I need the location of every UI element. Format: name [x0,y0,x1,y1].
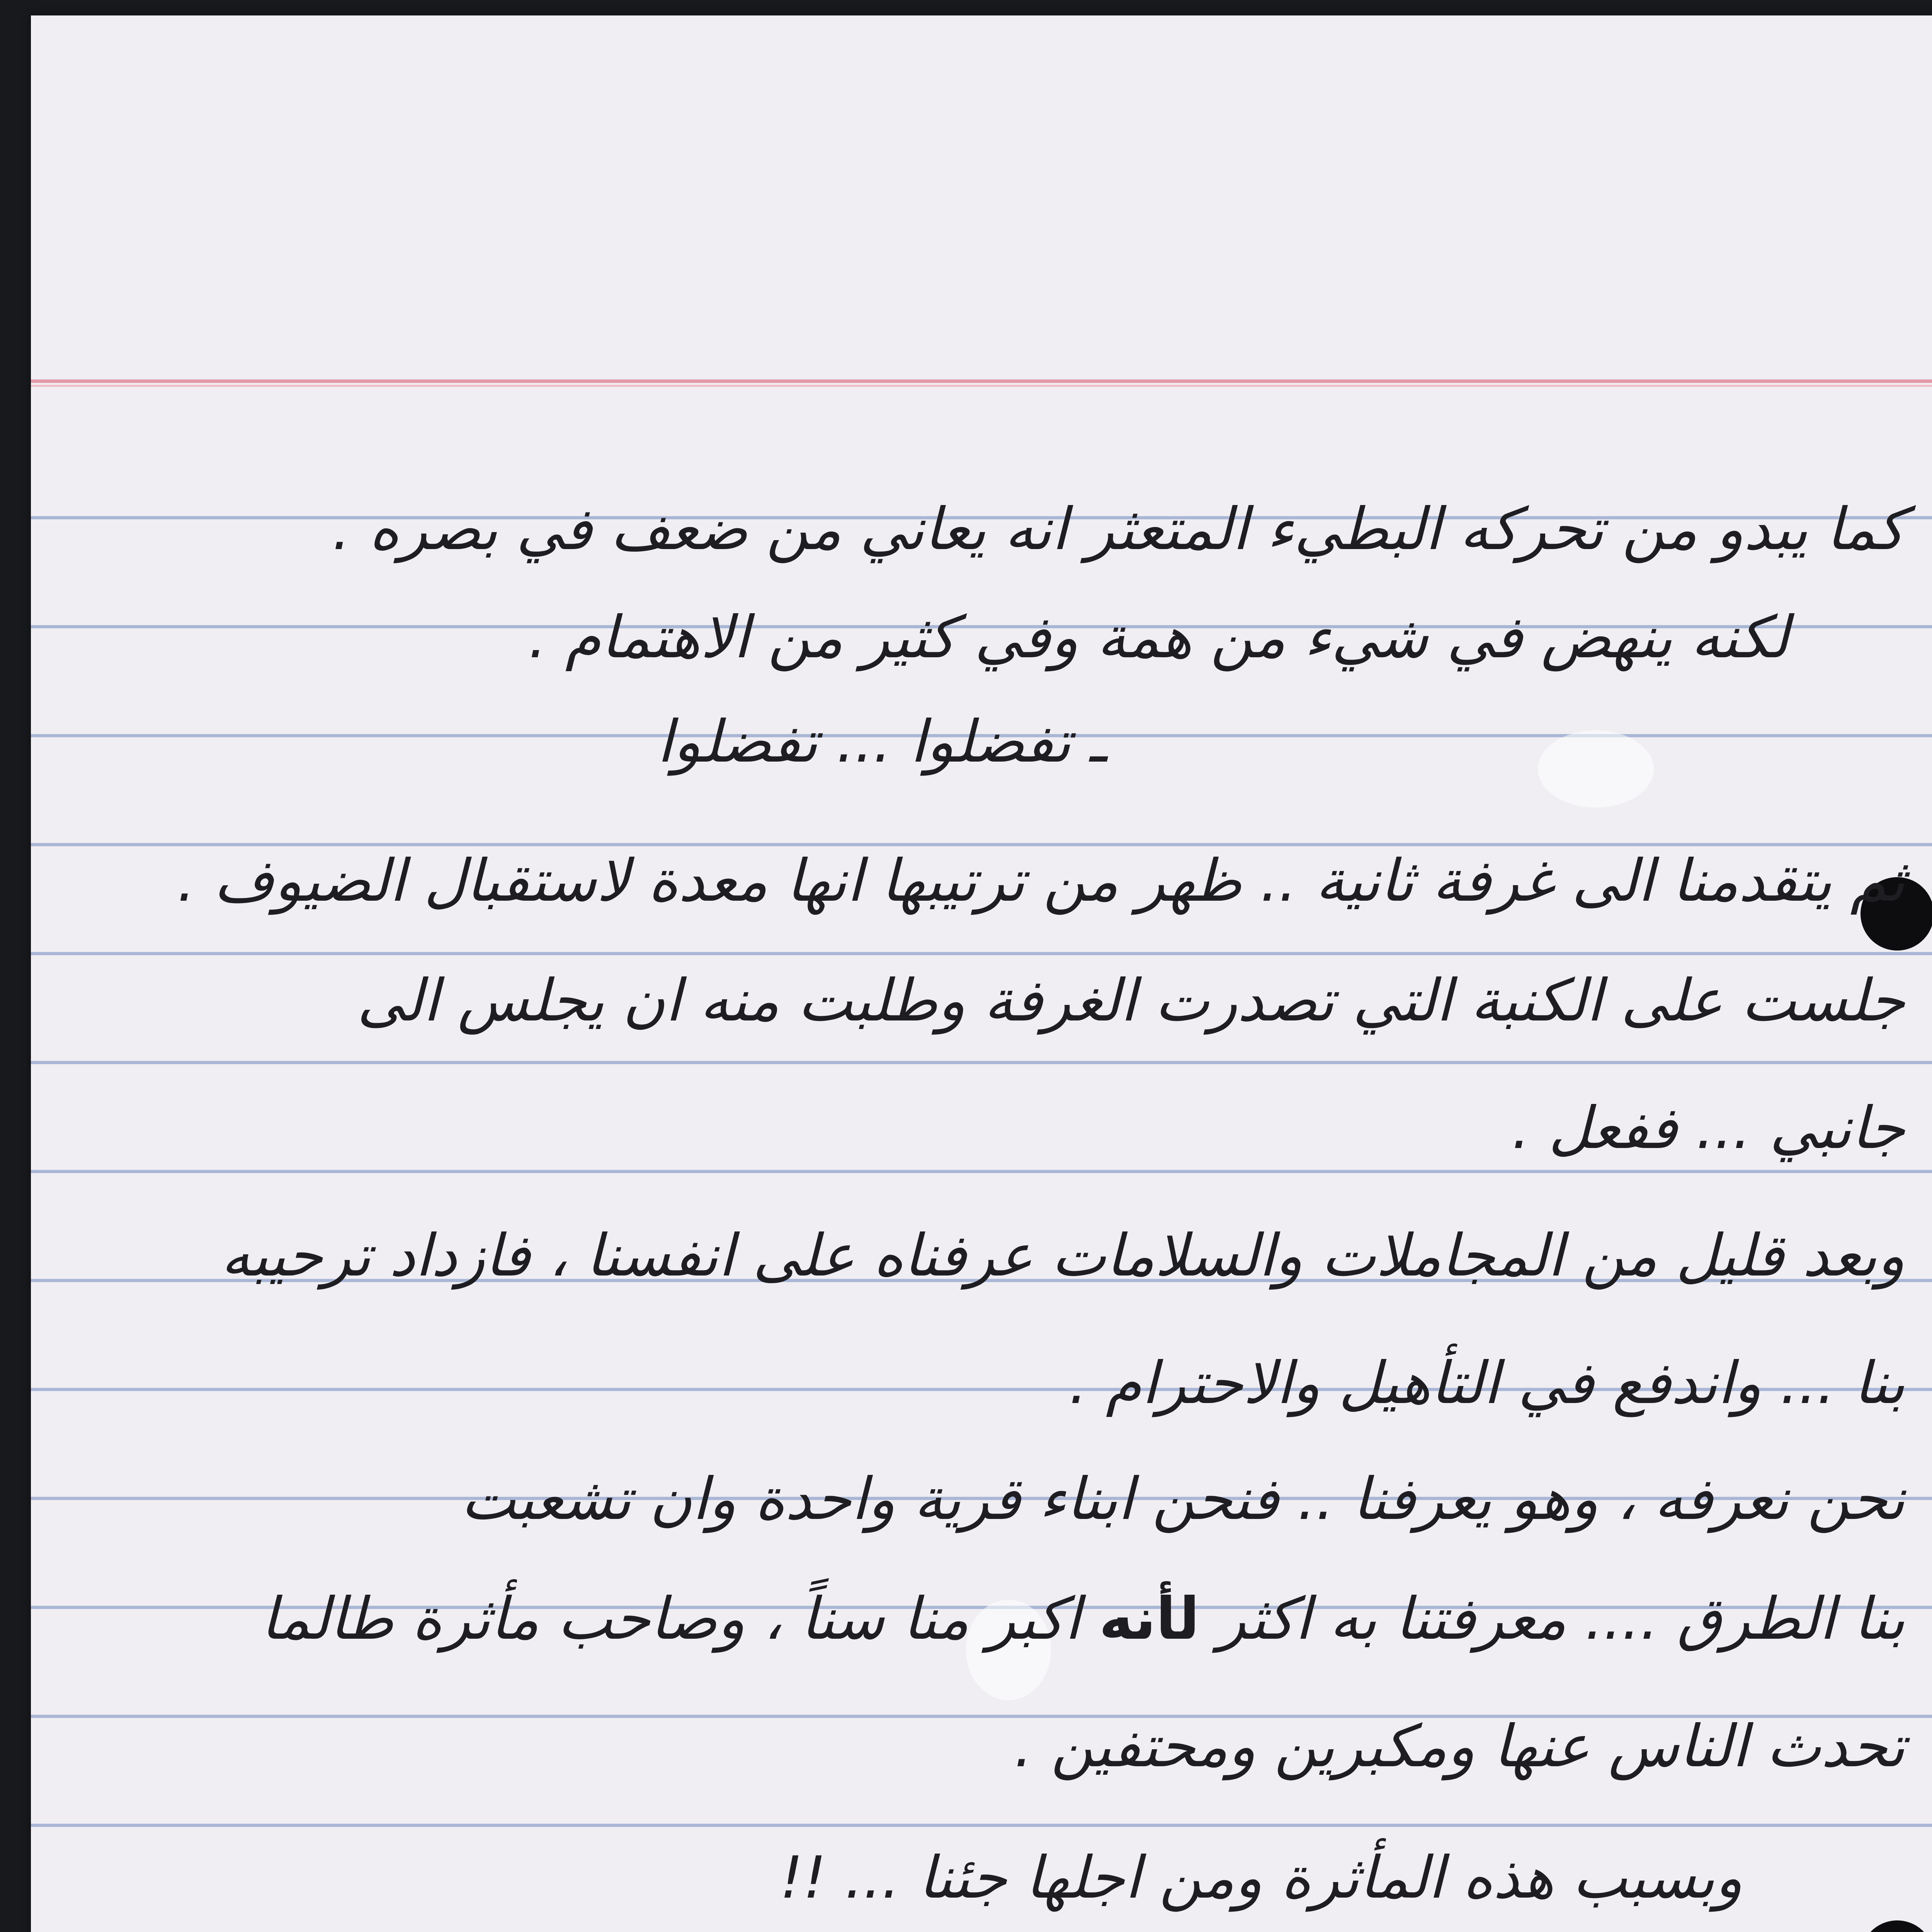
text-line: تحدث الناس عنها ومكبرين ومحتفين . [1014,1713,1905,1780]
text-line: وبسبب هذه المأثرة ومن اجلها جئنا ... !! [780,1844,1743,1912]
text-line: بنا ... واندفع في التأهيل والاحترام . [1069,1350,1905,1417]
text-segment: بنا الطرق .... معرفتنا به اكثر [1218,1585,1905,1653]
text-line: جانبي ... ففعل . [1512,1095,1905,1162]
red-margin-line-shadow [31,385,1932,387]
punch-hole-icon [1861,1920,1932,1932]
text-line [261,1580,1905,1658]
text-segment: اكبر منا سناً ، وصاحب مأثرة طالما [261,1585,1081,1653]
correction-smudge [1538,730,1654,808]
text-line: وبعد قليل من المجاملات والسلامات عرفناه على انفسنا ، فازداد ترحيبه [221,1222,1905,1289]
inserted-word: لأنه [1099,1585,1200,1653]
red-margin-line [31,379,1932,383]
text-line: لكنه ينهض في شيء من همة وفي كثير من الاهتمام . [528,604,1789,671]
text-line: كما يبدو من تحركه البطيء المتعثر انه يعاني من ضعف في بصره . [332,496,1905,563]
text-line: نحن نعرفه ، وهو يعرفنا .. فنحن ابناء قرية واحدة وان تشعبت [461,1466,1905,1533]
text-line: ـ تفضلوا ... تفضلوا [657,708,1107,776]
notebook-page [31,15,1932,1932]
text-line: ثم يتقدمنا الى غرفة ثانية .. ظهر من ترتيبها انها معدة لاستقبال الضيوف . [177,847,1905,915]
text-line: جلست على الكنبة التي تصدرت الغرفة وطلبت منه ان يجلس الى [357,967,1905,1034]
